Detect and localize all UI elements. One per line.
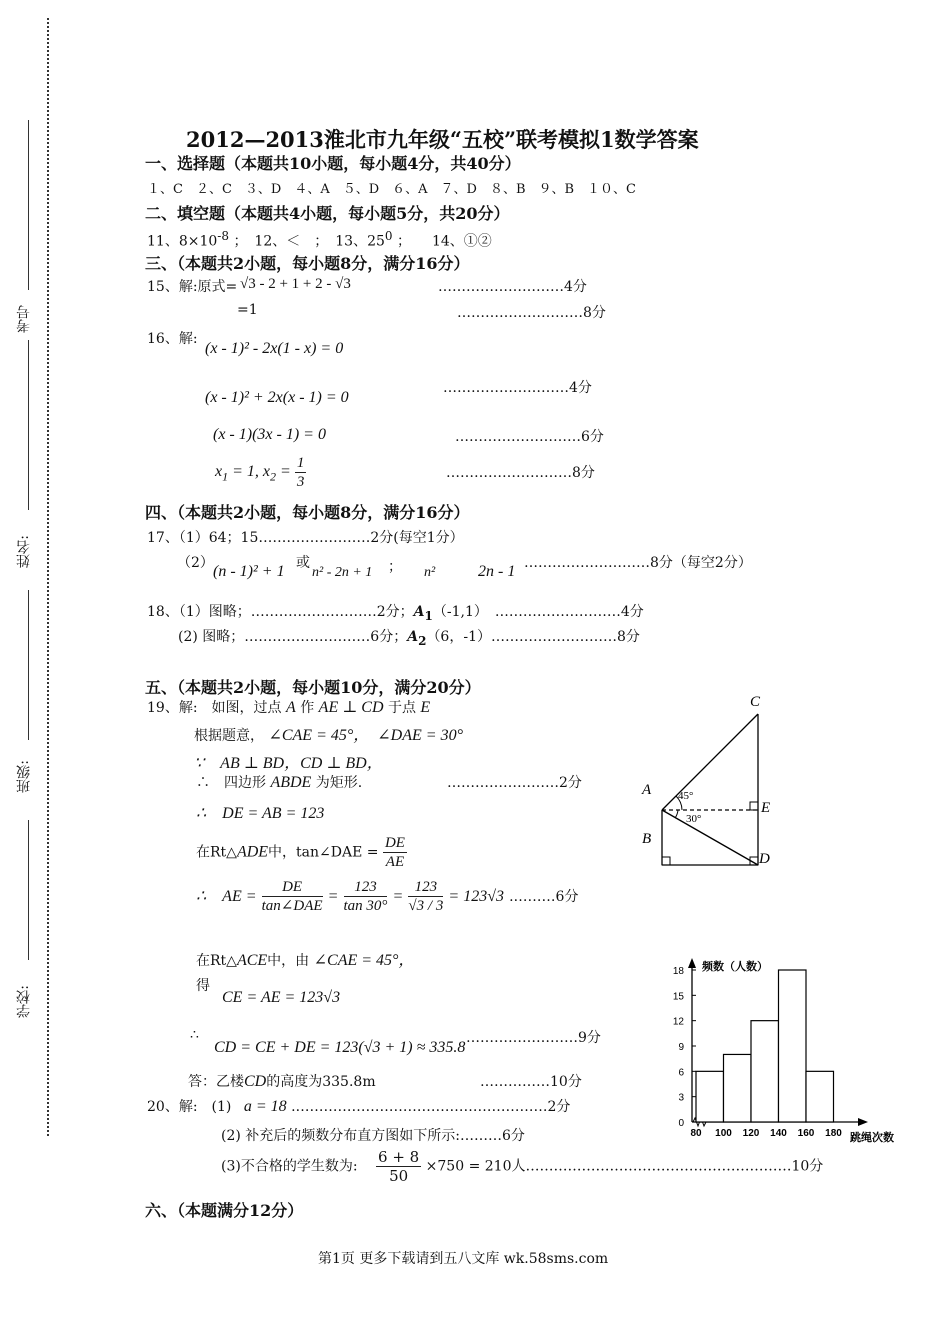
q19-tan: 中，tan∠DAE = <box>268 844 379 861</box>
q20-line-1 <box>147 1096 570 1116</box>
q16-line-2: (x - 1)² + 2x(x - 1) = 0 <box>205 389 349 406</box>
q19-therefore-quad: ∴ 四边形 <box>196 775 266 791</box>
fill-answers <box>147 229 492 251</box>
section-3-heading: 三、（本题共2小题，每小题8分，满分16分） <box>145 254 470 273</box>
q19-line-3: ∵ AB ⊥ BD，CD ⊥ BD， <box>194 755 383 772</box>
y-tick-label: 6 <box>678 1067 684 1079</box>
x-axis-arrow <box>858 1118 868 1126</box>
q19-tan-frac <box>383 834 407 871</box>
q19-frac-2 <box>344 878 388 915</box>
bar <box>779 970 807 1122</box>
right-angle-e <box>750 802 758 810</box>
q19-you: 中，由 <box>267 953 310 969</box>
q19-frac-1 <box>262 878 323 915</box>
q18-part-1 <box>147 601 644 623</box>
line-ac <box>662 714 758 810</box>
q19-f2-den: tan 30° <box>343 898 388 914</box>
q20-product: ×750 = 210 <box>425 1158 512 1175</box>
q19-rt: 在Rt△ <box>196 844 237 861</box>
q20-frac <box>376 1148 421 1185</box>
section-1-heading: 一、选择题（本题共10小题，每小题4分，共40分） <box>145 154 521 173</box>
q19-yudian: 于点 <box>387 700 416 716</box>
page-title: 2012—2013淮北市九年级“五校”联考模拟1数学答案 <box>186 127 699 152</box>
q15-expr: √3 - 2 + 1 + 2 - √3 <box>240 276 351 292</box>
bar <box>724 1054 752 1122</box>
y-axis-arrow <box>688 958 696 968</box>
y-tick-label: 12 <box>672 1016 684 1028</box>
q19-zuo: 作 <box>300 700 315 716</box>
exam-no-label: 考号 <box>16 305 32 333</box>
bar <box>806 1071 834 1122</box>
q19-line-5: ∴ DE = AB = 123 <box>196 805 325 822</box>
binding-dotted-line <box>47 18 49 1136</box>
q19-dots-6: .………6分 <box>509 889 579 905</box>
q17-part-1: 17、（1）64；15……………………2分(每空1分） <box>147 530 464 546</box>
label-a: A <box>642 782 652 798</box>
q16-fraction <box>295 454 307 491</box>
q19-therefore: ∴ <box>190 1027 199 1043</box>
q18-1-point: A <box>413 604 425 620</box>
q18-1-text: 18、（1）图略；………………………2分； <box>147 604 414 620</box>
answer-14: ； 14、①② <box>396 233 492 250</box>
bar <box>751 1021 779 1122</box>
q20-dots-2: .………………………………………………2分 <box>291 1099 571 1115</box>
q16-x1: x <box>215 463 223 481</box>
answer-13-deg: 0 <box>384 229 393 243</box>
y-tick-label: 0 <box>678 1118 684 1129</box>
q19-dots-10: ……………10分 <box>480 1074 582 1090</box>
q20-3-label: (3)不合格的学生数为: <box>221 1158 358 1175</box>
q19-given: 根据题意， <box>194 728 264 744</box>
x-axis-label: 跳绳次数 <box>850 1131 894 1144</box>
q17-or: 或 <box>296 555 310 571</box>
q19-frac-3 <box>408 878 443 915</box>
q15-dots-1: ………………………4分 <box>438 279 587 295</box>
q19-dots-2: ……………………2分 <box>447 775 582 791</box>
q19-angles: ∠CAE = 45°， ∠DAE = 30° <box>268 727 463 744</box>
q19-point-e: E <box>420 699 431 716</box>
q16-line-4 <box>215 454 306 491</box>
q18-2-text: (2) 图略；………………………6分； <box>178 629 408 645</box>
x-tick-label: 120 <box>742 1128 760 1139</box>
histogram-chart <box>640 952 920 1152</box>
q20-ren: 人…………………………………………………10分 <box>511 1158 824 1175</box>
histogram-plot <box>673 958 894 1144</box>
exam-no-line <box>28 120 29 290</box>
q19-answer-text: 答：乙楼 <box>188 1074 244 1090</box>
q20-frac-num: 6 + 8 <box>378 1148 420 1166</box>
q19-ace: ACE <box>236 952 268 969</box>
q17-semicolon: ； <box>388 559 402 575</box>
q16-frac-den: 3 <box>296 474 305 490</box>
class-label: 班级: <box>16 760 32 793</box>
q19-line-10: CD = CE + DE = 123(√3 + 1) ≈ 335.8 <box>214 1039 466 1056</box>
q17-expr-4: 2n - 1 <box>478 563 516 580</box>
q19-answer <box>188 1071 376 1091</box>
q19-intro: 19、解: 如图，过点 <box>147 700 282 716</box>
q16-sub2: 2 <box>270 469 277 484</box>
section-6-heading: 六、（本题满分12分） <box>145 1201 304 1220</box>
answer-12-13: ； 12、＜ ； 13、25 <box>233 233 385 250</box>
section-5-heading: 五、（本题共2小题，每小题10分，满分20分） <box>145 678 481 697</box>
q19-ae-result: = 123√3 <box>448 888 504 905</box>
q18-2-point: A <box>407 629 419 645</box>
q19-line-2 <box>194 722 463 745</box>
q15-dots-2: ………………………8分 <box>457 305 606 321</box>
geometry-diagram <box>630 690 780 880</box>
q18-1-sub: 1 <box>424 608 433 623</box>
q19-f2-num: 123 <box>344 878 388 897</box>
q16-dots-3: ………………………6分 <box>455 429 604 445</box>
q19-line-6 <box>196 834 407 871</box>
q19-answer-height: 的高度为335.8m <box>266 1074 376 1090</box>
school-label: 学校: <box>16 985 32 1018</box>
q19-tan-den: AE <box>385 854 405 870</box>
q19-line-4 <box>196 772 362 792</box>
q15-label: 15、解:原式= <box>147 279 238 295</box>
q20-line-3 <box>221 1148 823 1185</box>
right-angle-b <box>662 857 670 865</box>
q19-f1-den: tan∠DAE <box>261 898 323 914</box>
q18-2-sub: 2 <box>418 633 427 648</box>
q19-tan-num: DE <box>384 835 405 851</box>
y-tick-label: 18 <box>672 966 684 977</box>
q19-f1-num: DE <box>262 878 323 897</box>
x-tick-label: 80 <box>690 1128 702 1139</box>
q20-a-value: a = 18 <box>243 1098 287 1115</box>
x-tick-label: 140 <box>770 1128 787 1139</box>
q19-rt-2: 在Rt△ <box>196 953 237 969</box>
q19-dots-9: ……………………9分 <box>466 1030 601 1046</box>
q16-dots-4: ………………………8分 <box>446 465 595 481</box>
name-label: 姓名: <box>16 535 32 568</box>
q18-1-coords: （-1,1） ………………………4分 <box>432 604 644 620</box>
q17-part-2-label: （2） <box>177 555 214 571</box>
q19-ae-eq: ∴ AE = <box>196 888 257 905</box>
q17-expr-3: n² <box>424 565 436 580</box>
q16-eq: = <box>280 463 291 481</box>
label-d: D <box>759 851 770 867</box>
x-tick-label: 160 <box>797 1128 815 1139</box>
y-tick-label: 3 <box>678 1092 684 1104</box>
q16-dots-2: ………………………4分 <box>443 380 592 396</box>
section-2-heading: 二、填空题（本题共4小题，每小题5分，共20分） <box>145 204 510 223</box>
q16-x2: = 1, x <box>232 463 271 481</box>
choice-answers: １、C ２、C ３、D ４、A ５、D ６、A ７、D ８、B ９、B １０、C <box>147 182 636 197</box>
name-line <box>28 590 29 740</box>
answer-11-exp: -8 <box>217 229 229 243</box>
q16-line-1: (x - 1)² - 2x(1 - x) = 0 <box>205 340 344 357</box>
y-tick-label: 15 <box>672 991 684 1003</box>
q16-label: 16、解: <box>147 331 198 347</box>
q19-f3-num: 123 <box>408 878 443 897</box>
q16-frac-num: 1 <box>296 455 305 471</box>
q19-line-1 <box>147 697 430 717</box>
exam-no-line-2 <box>28 340 29 510</box>
q19-f3-den: √3 / 3 <box>408 898 444 914</box>
label-b: B <box>642 831 652 847</box>
line-ad <box>662 810 758 865</box>
x-tick-label: 100 <box>715 1128 732 1139</box>
page-footer: 第1页 更多下载请到五八文库 wk.58sms.com <box>318 1251 609 1267</box>
q19-answer-cd: CD <box>244 1073 267 1090</box>
x-tick-label: 180 <box>825 1128 842 1139</box>
q16-line-3: (x - 1)(3x - 1) = 0 <box>213 426 326 443</box>
section-4-heading: 四、（本题共2小题，每小题8分，满分16分） <box>145 503 470 522</box>
q19-line-9: CE = AE = 123√3 <box>222 989 341 1006</box>
q19-rect: 为矩形. <box>315 775 363 791</box>
y-tick-label: 9 <box>678 1042 684 1053</box>
angle-arc-30 <box>675 810 678 818</box>
q20-frac-den: 50 <box>389 1167 409 1185</box>
label-c: C <box>750 694 761 710</box>
class-line <box>28 820 29 960</box>
q16-sub1: 1 <box>222 469 229 484</box>
q19-perp: AE ⊥ CD <box>318 699 384 716</box>
answer-11: 11、8×10 <box>147 233 218 250</box>
q17-dots: ………………………8分（每空2分） <box>524 555 752 571</box>
bar <box>696 1071 724 1122</box>
q19-ade: ADE <box>236 843 269 861</box>
q20-line-2: (2) 补充后的频数分布直方图如下所示:………6分 <box>221 1128 525 1144</box>
q17-expr-1: (n - 1)² + 1 <box>213 563 285 580</box>
q19-line-8 <box>196 947 414 970</box>
q18-2-coords: （6，-1）………………………8分 <box>426 629 640 645</box>
q15-result: =1 <box>237 302 258 318</box>
q19-point-a: A <box>285 699 296 716</box>
q19-line-7: ∴ AE = $\frac{DE}{\text{tan∠DAE}}$ = $\frac{123}{\tan 30^\circ}$ = $\frac{123}{√3 / 3}$ = 123√3 .………6分 <box>196 879 579 914</box>
chart-title: 频数（人数） <box>702 960 768 973</box>
label-45: 45° <box>678 790 694 802</box>
q19-abde: ABDE <box>270 774 312 791</box>
q17-expr-2: n² - 2n + 1 <box>312 565 373 580</box>
q19-cae: ∠CAE = 45°， <box>313 952 415 969</box>
q18-part-2 <box>178 626 640 648</box>
label-30: 30° <box>686 813 702 825</box>
q20-1-label: 20、解: (1) <box>147 1099 232 1115</box>
label-e: E <box>761 800 771 816</box>
q19-de: 得 <box>196 978 210 994</box>
